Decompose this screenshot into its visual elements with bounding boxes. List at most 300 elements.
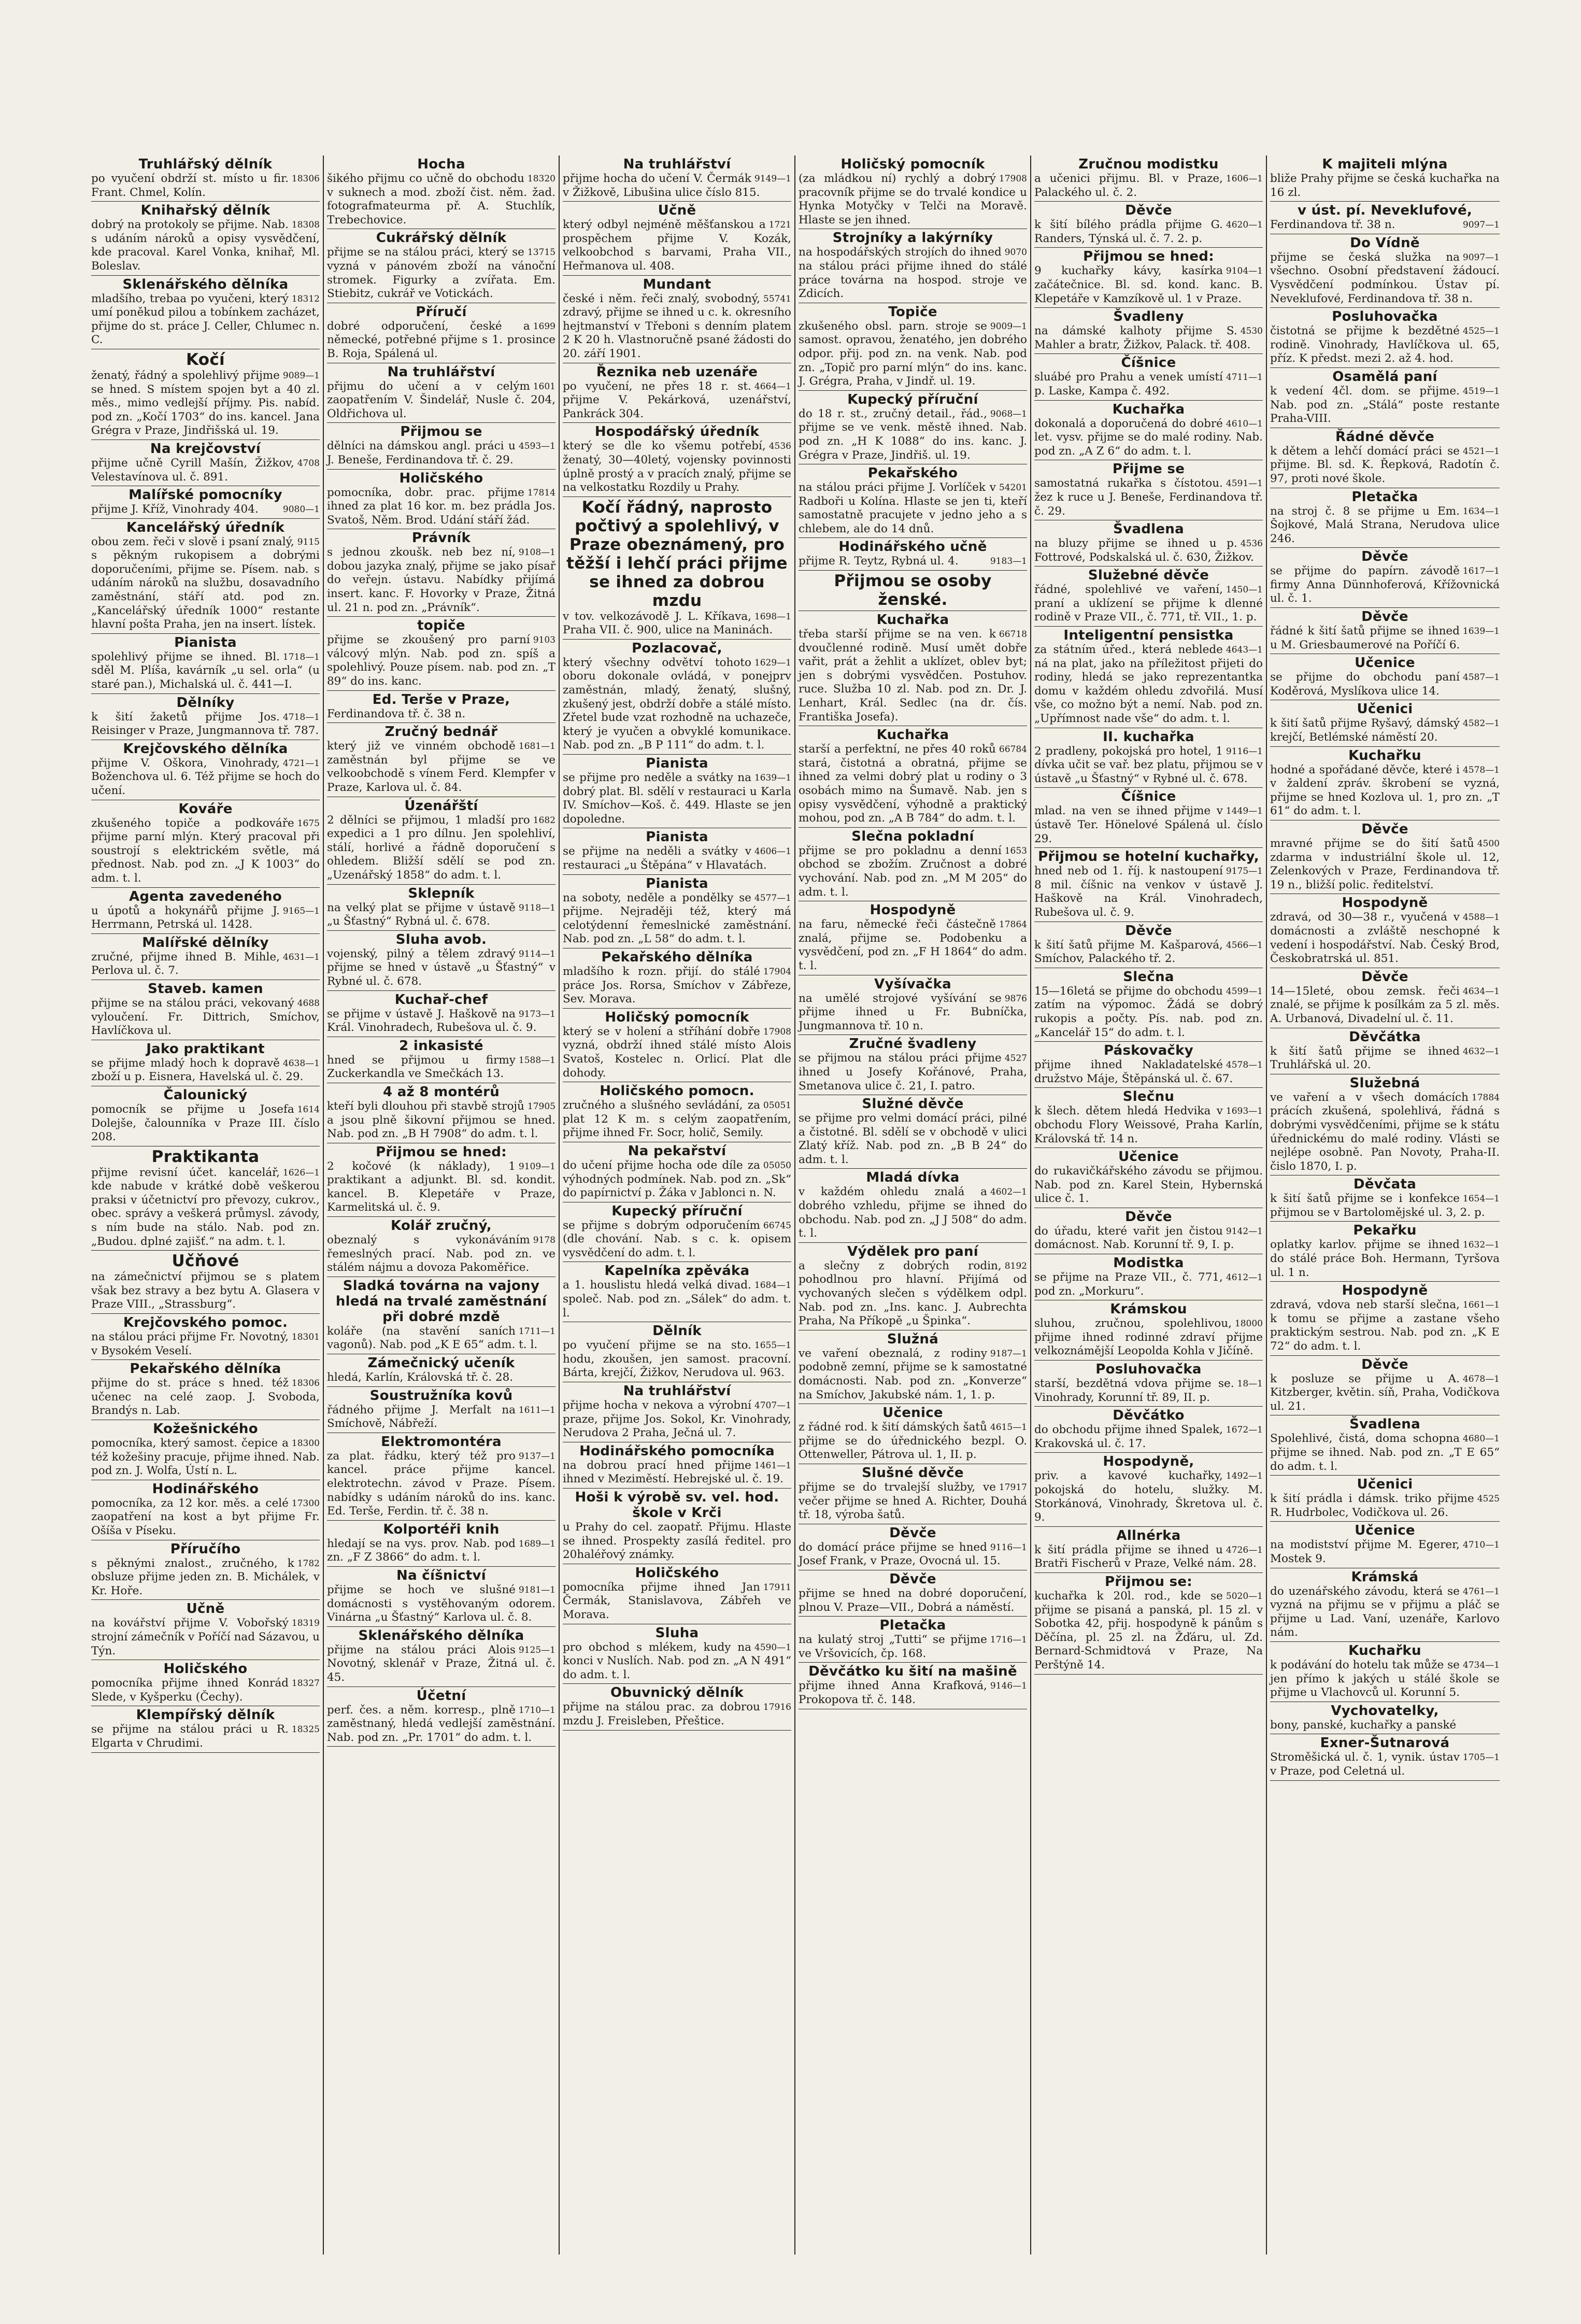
classified-ad [799,1243,1027,1330]
classified-ad [1270,608,1500,654]
ad-heading: Pozlacovač, [632,640,722,656]
ad-heading: Pekařku [1353,1223,1417,1239]
ad-reference-number: 1698—1 [754,611,791,622]
ad-text: se přijme do papírn. závodě firmy Anna Dünnhoferová, Křížovnická ul. č. 1. [1270,564,1500,605]
ad-heading: Ed. Terše v Praze, [372,691,510,707]
ad-text: na stroj č. 8 se přijme u Em. Šojkové, Malá Strana, Nerudova ulice 246. [1270,504,1500,545]
ad-heading: Staveb. kamen [148,981,263,997]
classified-ad [563,1624,791,1684]
ad-text: pomocníka přijme ihned Konrád Slede, v Kyšperku (Čechy). [91,1677,289,1704]
ad-reference-number: 4530 [1240,326,1263,337]
ad-heading: Sluha avob. [395,931,487,947]
ad-body [563,891,791,946]
ad-heading: Do Vídně [1350,235,1420,251]
ad-heading: Krámská [1351,1569,1419,1585]
ad-body [327,320,556,361]
ad-body [1270,911,1500,966]
ad-text: přijme J. Kříž, Vinohrady 404. [91,503,259,516]
ad-body [563,172,791,200]
ad-body [327,814,556,883]
classified-ad [91,486,320,519]
ad-text: Ferdinandova tř. č. 38 n. [327,707,466,720]
ad-body [91,650,320,692]
classified-ad [799,1464,1027,1524]
ad-text: na faru, německé řeči částečně znalá, přijme se. Podobenku a vysvědčení, pod zn. „F H 1864“ do adm. t. l. [799,918,1027,972]
ad-body [1270,324,1500,366]
ad-heading: Pekařského dělníka [130,1361,281,1377]
classified-ad [563,1262,791,1322]
classified-ad [91,1146,320,1251]
classified-ad [327,931,556,991]
ad-text: ženatý, řádný a spolehlivý přijme se hned. S místem spojen byt a 40 zl. měs., mimo vedlejší příjmy. Pis. nabíd. pod zn. „Kočí 1703“ do ins. kancel. Jana Grégra v Praze, Jindřišská ul. 19. [91,369,320,437]
ad-reference-number: 18319 [291,1618,320,1629]
ad-heading: Strojníky a lakýrníky [832,230,993,246]
ad-reference-number: 1611—1 [518,1405,556,1415]
ad-body [1034,324,1263,352]
ad-text: starší a perfektní, ne přes 40 roků stará, čistotná a obratná, přijme se ihned za velmi dobrý plat u rodiny o 3 osobách mimo na Šumavě. Nab. jen s opisy vysvědčení, výhodně a praktický mohou, pod zn. „A B 784“ do adm. t. l. [799,743,1027,825]
ad-heading: Děvče [1125,203,1172,219]
ad-reference-number: 8192 [1004,1260,1027,1271]
ad-body [327,1643,556,1685]
ad-heading: Děvče [889,1525,936,1541]
ad-reference-number: 9137—1 [518,1451,556,1462]
ad-reference-number: 1716—1 [990,1635,1027,1646]
ad-reference-number: 1655—1 [754,1340,791,1351]
ad-reference-number: 1601 [533,381,556,392]
ad-heading: Páskovačky [1104,1043,1193,1059]
ad-heading: Hoši k výrobě sv. vel. hod. škole v Krči [575,1490,779,1521]
classified-ad [799,611,1027,726]
ad-heading: Děvče [1361,549,1408,565]
ad-reference-number: 1492—1 [1226,1471,1263,1482]
ad-heading: Elektromontéra [381,1434,502,1450]
classified-ad [1270,1222,1500,1282]
ad-reference-number: 1672—1 [1226,1425,1263,1436]
ad-text: za plat. řádku, který též pro kancel. práce přijme kancel. elektrotechn. závod v Praze. Písem. nabídky s udáním nároků do ins. kanc. Ed. Terše, Ferdin. tř. č. 38 n. [327,1449,556,1518]
ad-body [799,1347,1027,1402]
ad-reference-number: 1639—1 [1462,626,1500,637]
ad-heading: Topiče [888,304,937,320]
ad-heading: Agenta zavedeného [129,888,282,904]
ad-text: hledají se na vys. prov. Nab. pod zn. „F Z 3866“ do adm. t. l. [327,1537,516,1564]
classified-ad [327,529,556,617]
ad-reference-number: 1710—1 [518,1705,556,1716]
ad-body [563,1339,791,1380]
ad-reference-number: 1617—1 [1462,566,1500,577]
ad-text: přijme se na stálou práci, vekovaný vyloučení. Fr. Dittrich, Smíchov, Havlíčkova ul. [91,996,320,1038]
classified-ad [91,202,320,275]
ad-reference-number: 9178 [533,1235,556,1246]
ad-body [327,947,556,989]
ad-heading: Děvče [1361,609,1408,625]
ad-heading: v úst. pí. Neveklufové, [1297,203,1473,219]
ad-reference-number: 4734—1 [1462,1660,1500,1670]
ad-text: k posluze se přijme u A. Kitzberger, květin. síň, Praha, Vodičkova ul. 21. [1270,1372,1500,1413]
ad-text: po vyučení obdrží st. místo u fir. Frant. Chmel, Kolín. [91,172,289,199]
ad-heading: Kupecký příruční [847,391,978,407]
ad-heading: Slečna pokladní [851,828,974,844]
ad-body [327,440,556,467]
classified-ad [91,1360,320,1420]
ad-text: mlad. na ven se ihned přijme v ústavě Ter. Hönelové Spálená ul. číslo 29. [1034,804,1263,845]
ad-body [1270,1238,1500,1280]
ad-text: přijme ihned Nakladatelské družstvo Máje, Štěpánská ul. č. 67. [1034,1058,1233,1085]
ad-heading: Učenici [1357,1477,1413,1493]
ad-heading: Krejčovského dělníka [123,741,288,757]
ad-reference-number: 9142—1 [1226,1226,1263,1237]
ad-reference-number: 1653 [1004,845,1027,856]
ad-reference-number: 4536 [1240,539,1263,549]
ad-reference-number: 4710—1 [1462,1540,1500,1551]
ad-heading: Číšnice [1121,355,1176,371]
ad-text: a 1. houslistu hledá velká divad. společ. Nab. pod zn. „Sálek“ do adm. t. l. [563,1279,791,1320]
ad-heading: Řádné děvče [1335,429,1434,445]
ad-heading: Vychovatelky, [1331,1703,1439,1719]
classified-ad [327,1037,556,1083]
ad-heading: Kuchařka [876,727,949,743]
ad-heading: Služebné děvče [1088,568,1209,584]
ad-text: obou zem. řeči v slově i psaní znalý, s pěkným rukopisem a dobrými doporučeními, přijme se. Písem. nab. s udáním nároků na službu, dosavadního zaměstnání, stáří atd. pod zn. „Kancelářský úředník 1000“ restante hlavní pošta Praha, jen na insert. lístek. [91,535,320,631]
classified-ad [1034,248,1263,308]
ad-reference-number: 1681—1 [518,741,556,752]
classified-ad [799,1570,1027,1617]
classified-ad [563,755,791,828]
ad-text: na modistství přijme M. Egerer, Mostek 9. [1270,1538,1460,1565]
classified-ad [91,800,320,888]
ad-reference-number: 4615—1 [990,1422,1027,1433]
ad-body [1270,1372,1500,1414]
classified-ad [799,1169,1027,1242]
ad-reference-number: 4591—1 [1226,478,1263,489]
ad-body [563,610,791,637]
ad-reference-number: 4631—1 [282,952,320,962]
ad-reference-number: 1588—1 [518,1055,556,1066]
ad-reference-number: 4680—1 [1462,1434,1500,1444]
ad-reference-number: 1450—1 [1226,585,1263,596]
classified-ad [799,538,1027,571]
classified-ad [91,1600,320,1660]
ad-reference-number: 4578—1 [1462,764,1500,775]
ad-reference-number: 18312 [291,293,320,304]
ad-body [799,555,1027,569]
ad-text: pomocník se přijme u Josefa Dolejše, čalounníka v Praze III. číslo 208. [91,1102,320,1144]
ad-heading: II. kuchařka [1103,729,1194,745]
classified-ad [563,1322,791,1382]
ad-text: který se v holení a stříhání dobře vyzná, obdrží ihned stálé místo Alois Svatoš, Kostelec n. Orlicí. Plat dle dohody. [563,1025,791,1080]
ad-body [799,1185,1027,1240]
ad-text: pro obchod s mlékem, kudy na konci v Nuslích. Nab. pod zn. „A N 491“ do adm. t. l. [563,1640,791,1681]
ad-body [1034,477,1263,518]
ad-reference-number: 17814 [527,487,556,498]
ad-heading: Děvčátka [1349,1029,1421,1045]
classified-ad [91,1040,320,1086]
classified-ad [563,640,791,755]
ad-text: zkušeného topiče a podkováře přijme parní mlýn. Který pracoval při soustrojí s elektrickém světle, má přednost. Nab. pod zn. „J K 1003“ do adm. t. l. [91,816,320,885]
ad-heading: Učňové [172,1252,239,1271]
ad-text: pomocníka, dobr. prac. přijme ihned za plat 16 kor. m. bez prádla Jos. Svatoš, Něm. Brod. Udání stáří žád. [327,486,556,527]
classified-ad [1270,202,1500,234]
classified-ad [1270,968,1500,1028]
ad-body [91,904,320,932]
classified-ad [1034,1407,1263,1453]
classified-ad [563,423,791,497]
classified-ad [1034,566,1263,627]
ad-body [91,1377,320,1418]
ad-heading: Na truhlářství [387,364,495,380]
ad-heading: Učenice [1355,655,1415,671]
ad-text: na stálou práci přijme Fr. Novotný, v Bysokém Veselí. [91,1330,289,1357]
ad-text: se přijme v ústavě J. Haškově na Král. Vinohradech, Rubešova ul. č. 9. [327,1007,537,1035]
ad-text: do uzenářského závodu, která se vyzná na přijmu se v přijmu a pláč se přijme u Lad. Vaní, uzenáře, Karlovo nám. [1270,1584,1500,1639]
ad-heading: Zručnou modistku [1078,157,1219,172]
ad-heading: Obuvnický dělník [610,1685,744,1701]
ad-body [1270,985,1500,1026]
ad-heading: Hospodyně [1342,1283,1428,1299]
ad-reference-number: 4711—1 [1226,372,1263,383]
ad-body [91,997,320,1038]
ad-body [91,369,320,438]
column-3 [560,155,795,2255]
ad-body [1270,625,1500,652]
ad-text: u Prahy do cel. zaopatř. Přijmu. Hlaste se ihned. Prospekty zasílá ředitel. pro 20haléřový známky. [563,1521,791,1562]
ad-body [1034,583,1263,625]
classified-ad [563,875,791,948]
ad-body [799,1541,1027,1568]
ad-reference-number: 1654—1 [1462,1194,1500,1204]
ad-text: na umělé strojové vyšívání se přijme ihned u Fr. Bubníčka, Jungmannova tř. 10 n. [799,991,1027,1032]
ad-text: k vedení 4čl. dom. se přijme. Nab. pod zn. „Stálá“ poste restante Praha-VIII. [1270,384,1500,426]
ad-heading: Služné děvče [862,1096,964,1112]
ad-body [799,1633,1027,1661]
ad-heading: Kuchařku [1348,747,1421,763]
classified-ad [799,303,1027,391]
ad-body [1034,1104,1263,1146]
classified-ad [327,229,556,303]
ad-reference-number: 1629—1 [754,657,791,668]
ad-heading: Holičský pomocník [841,157,985,172]
ad-body [1270,1492,1500,1520]
ad-text: k šití šatů přijme M. Kašparová, Smíchov, Palackého tř. 2. [1034,938,1223,966]
ad-body [91,1437,320,1478]
ad-text: sluábé pro Prahu a venek umístí p. Laske, Kampa č. 492. [1034,371,1223,398]
ad-text: přijme hocha do učení V. Čermák v Žižkově, Libušina ulice číslo 815. [563,172,760,199]
ad-body [1034,939,1263,966]
ad-reference-number: 1705—1 [1462,1752,1500,1763]
classified-ad [563,155,791,202]
ad-heading: Přijmou se: [1104,1574,1193,1590]
ad-text: přijme hocha v nekova a výrobní praze, přijme Jos. Sokol, Kr. Vinohrady, Nerudova 2 Praha, Ječná ul. 7. [563,1399,791,1440]
ad-body [799,1679,1027,1707]
ad-body [1270,1585,1500,1640]
classified-ad [327,885,556,931]
ad-text: dobrý na protokoly se přijme. Nab. s udáním nároků a opisy vysvědčení, kde pracoval. Karel Vonka, knihař, Ml. Boleslav. [91,218,320,273]
ad-body [327,633,556,688]
ad-text: na dámské kalhoty přijme S. Mahler a bratr, Žižkov, Palack. tř. 408. [1034,324,1251,351]
ad-reference-number: 4610—1 [1226,418,1263,429]
classified-ad [91,888,320,934]
ad-body [1034,1271,1263,1298]
ad-reference-number: 1682 [533,815,556,826]
ad-body [799,172,1027,227]
ad-reference-number: 9118—1 [518,902,556,913]
ad-body [1034,537,1263,564]
ad-text: hodné a spořádané děvče, které i v žaldení zpráv. škrobení se vyzná, přijme se hned Kozlova ul. 1, pro zn. „T 61“ do adm. t. l. [1270,763,1500,818]
ad-text: pomocníka, za 12 kor. měs. a celé zaopatření na kost a byt přijme Fr. Ošíša v Píseku. [91,1496,320,1537]
ad-text: k šití šatů přijme Ryšavý, dámský krejčí, Betlémské náměstí 20. [1270,717,1460,744]
ad-reference-number: 9116—1 [990,1542,1027,1553]
ad-text: k šití bílého prádla přijme G. Randers, Týnská ul. č. 7. 2. p. [1034,218,1223,245]
ad-text: pomocníka, který samost. čepice a též kožešiny pracuje, přijme ihned. Nab. pod zn. J. Wolfa, Ústí n. L. [91,1437,320,1478]
ad-reference-number: 4525 [1477,1494,1500,1505]
ad-body [327,1100,556,1141]
ad-text: k šití prádla i dámsk. triko přijme R. Hudrbolec, Vodičkova ul. 26. [1270,1492,1474,1519]
ad-heading: Učenici [1357,701,1413,717]
ad-text: sluhou, zručnou, spolehlivou, přijme ihned rodinné zdraví přijme velkoznámější Leopolda Kohla v Jičíně. [1034,1317,1263,1358]
ad-body [1270,1659,1500,1700]
classified-ad [799,571,1027,611]
column-4 [795,155,1031,2255]
ad-body [563,1521,791,1562]
ad-body [1270,1192,1500,1220]
ad-heading: Krejčovského pomoc. [123,1315,288,1331]
ad-heading: Krámskou [1110,1301,1187,1317]
classified-ad [563,1684,791,1730]
ad-heading: Přijmou se hned: [376,1144,507,1160]
classified-ad [563,1082,791,1142]
ad-reference-number: 1693—1 [1226,1106,1263,1117]
classified-ad [563,276,791,363]
ad-text: z řádné rod. k šití dámských šatů přijme se do úřednického bezpl. O. Ottenweller, Pátrova ul. 1, II. p. [799,1421,1027,1462]
ad-reference-number: 9089—1 [282,370,320,381]
classified-ad [563,1442,791,1489]
classified-ad [799,1035,1027,1095]
ad-body [1270,564,1500,606]
classified-ad [91,980,320,1040]
ad-body [563,1459,791,1486]
classified-ad [91,276,320,349]
ad-reference-number: 4688 [297,998,320,1009]
ad-body [91,172,320,200]
ad-heading: Učně [658,203,696,219]
ad-heading: Učenice [1355,1523,1415,1539]
ad-body [91,1270,320,1312]
ad-heading: Kancelářský úředník [126,519,285,535]
classified-ad [327,723,556,797]
ad-heading: Knihařský dělník [140,203,270,219]
classified-ad [1270,1702,1500,1735]
ad-heading: Děvče [1361,969,1408,985]
ad-text: a slečny z dobrých rodin, pohodlnou pro hlavní. Přijímá od vychovaných slečen s výdělkem odpl. Nab. pod zn. „Ins. kanc. J. Aubrechta Praha, Na Příkopě „u Špinka“. [799,1259,1027,1328]
classified-ad [1270,1522,1500,1568]
ad-text: spolehlivý přijme se ihned. Bl. sděl M. Plíša, kavárník „u sel. orla“ (u staré pan.), Michalská ul. č. 441—I. [91,650,320,691]
ad-text: dobré odporučení, české a německé, potřebné přijme s 1. prosince B. Roja, Spálená ul. [327,319,556,360]
ad-text: k šití šatů přijme se i konfekce přijmou se v Bartolomějské ul. 3, 2. p. [1270,1192,1485,1219]
ad-reference-number: 4588—1 [1462,912,1500,923]
ad-text: za státním úřed., která neblede ná na plat, jako na příležitost přijeti do rodiny, hledá se jako reprezentantka domu v každém ohledu zdvořilá. Musí vše, co možno být a nemí. Nab. pod zn. „Upřímnost nade vše“ do adm. t. l. [1034,643,1263,726]
ad-body [799,1112,1027,1167]
ad-reference-number: 9070 [1004,247,1027,258]
ad-heading: Allnérka [1116,1527,1181,1543]
classified-ad [91,519,320,634]
classified-ad [327,797,556,885]
classified-ad [91,1420,320,1480]
ad-body [799,481,1027,536]
ad-body [563,845,791,872]
ad-text: se přijmou na stálou práci přijme ihned u Josefy Kořánové, Praha, Smetanova ulice č. 21, I. patro. [799,1052,1027,1093]
ad-body [91,1723,320,1750]
ad-body [91,1330,320,1358]
classified-ad [1034,1042,1263,1088]
ad-body [563,380,791,421]
ad-reference-number: 4519—1 [1462,386,1500,396]
ad-heading: Pekařského dělníka [601,949,753,965]
ad-body [327,1404,556,1431]
ad-body [563,1581,791,1622]
ad-reference-number: 1689—1 [518,1538,556,1549]
classified-ad [327,303,556,363]
ad-text: zdravá, vdova neb starší slečna, k tomu se přijme a zastane všeho praktickým sestrou. Nab. pod zn. „K E 72“ do adm. t. l. [1270,1298,1500,1353]
ad-body [91,503,320,517]
ad-reference-number: 18327 [291,1678,320,1689]
ad-text: přijme na stálou práci Alois Novotný, sklenář v Praze, Žitná ul. č. 45. [327,1643,556,1684]
classified-ad [563,497,791,640]
ad-text: přijme se česká služka na všechno. Osobní představení žádoucí. Vysvědčení podmínkou. Ústav pí. Neveklufové, Ferdinandova tř. 38 n. [1270,250,1500,305]
ad-heading: Příručí [416,304,467,320]
ad-text: do úřadu, které vařit jen čistou domácnost. Nab. Korunní tř. 9, I. p. [1034,1224,1234,1252]
classified-ad [1034,968,1263,1042]
ad-reference-number: 9175—1 [1226,866,1263,877]
classified-ad [327,1687,556,1747]
classified-ad [91,1706,320,1752]
ad-text: přijme učně Cyrill Mašín, Žižkov, Velestavínova ul. č. 891. [91,456,294,484]
ad-reference-number: 4718—1 [282,712,320,722]
ad-text: Spolehlivé, čistá, doma schopna přijme se ihned. Nab. pod zn. „T E 65“ do adm. t. l. [1270,1432,1500,1473]
ad-body [327,740,556,795]
classified-ad [1270,894,1500,968]
ad-heading: Zručný bednář [384,724,498,740]
ad-text: oplatky karlov. přijme se ihned do stálé práce Boh. Hermann, Tyršova ul. 1 n. [1270,1238,1500,1279]
ad-text: české i něm. řeči znalý, svobodný, zdravý, přijme se ihned u c. k. okresního hejtmanství v Třeboni s denním platem 2 K 20 h. Vlastnoručně psané žádosti do 20. září 1901. [563,292,791,360]
ad-heading: topiče [417,618,465,634]
ad-text: s pěknými znalost., zručného, k obsluze přijme jeden zn. B. Michálek, v Kr. Hoře. [91,1556,320,1597]
ad-reference-number: 1606—1 [1226,174,1263,184]
ad-text: do 18 r. st., zručný detail., řád., přijme se ve venk. městě ihned. Nab. pod zn. „H K 1088“ do ins. kanc. J. Grégra v Praze, Jindřiš. ul. 19. [799,407,1027,462]
ad-text: k šití prádla přijme se ihned u Bratři Fischerů v Praze, Velké nám. 28. [1034,1543,1257,1570]
ad-body [1270,251,1500,306]
ad-heading: Právník [411,530,471,546]
ad-body [563,1025,791,1080]
classified-ad [327,617,556,690]
ad-heading: Pletačka [1351,489,1418,505]
classified-ad [1034,848,1263,922]
ad-reference-number: 1699 [533,321,556,332]
ad-heading: Děvče [1125,1209,1172,1225]
classified-ad [1270,1642,1500,1702]
ad-body [799,320,1027,389]
classified-ad [1034,728,1263,788]
classified-ad [91,1480,320,1540]
ad-heading: Na truhlářství [623,1383,731,1399]
ad-heading: Kolář zručný, [391,1218,492,1234]
ad-body [1270,671,1500,698]
ad-reference-number: 4620—1 [1226,220,1263,231]
ad-reference-number: 17864 [999,919,1027,930]
classified-ad [799,1095,1027,1169]
ad-text: přijme se zkoušený pro parní válcový mlýn. Nab. pod zn. spíš a spolehlivý. Pouze písem. nab. pod zn. „T 89“ do ins. kanc. [327,633,556,688]
classified-ad [799,901,1027,975]
ad-text: přijme R. Teytz, Rybná ul. 4. [799,555,959,568]
classified-ad [1270,155,1500,202]
